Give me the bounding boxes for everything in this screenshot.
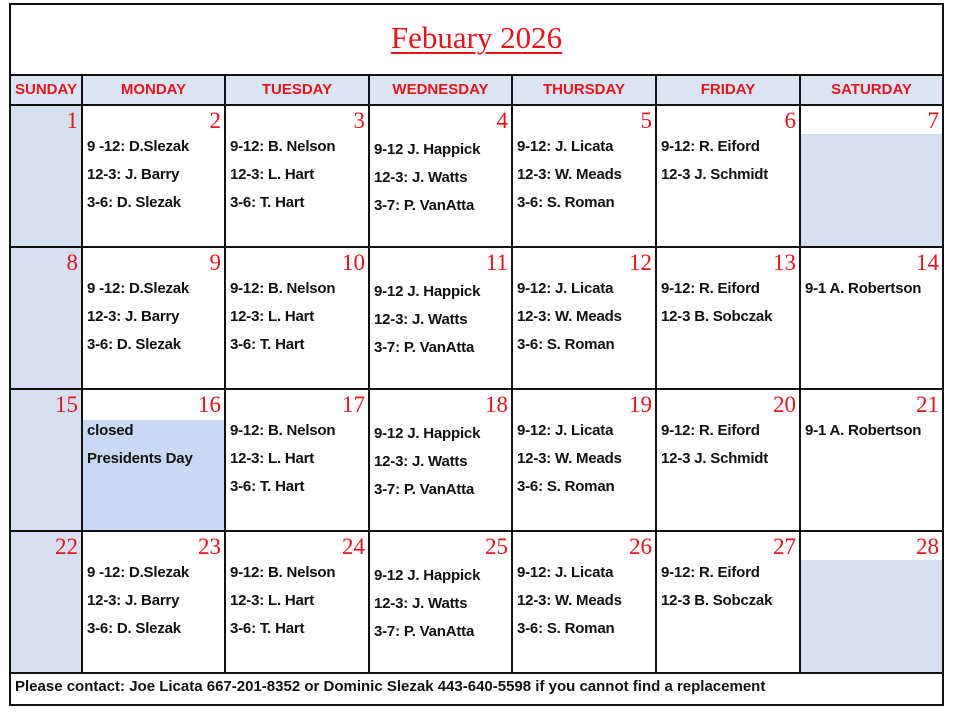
day-number: 8 xyxy=(66,250,78,275)
shift-entry: 3-6: S. Roman xyxy=(517,478,615,495)
shift-list xyxy=(87,139,222,223)
day-cell xyxy=(370,248,513,390)
shift-entry: 9-12: B. Nelson xyxy=(230,280,336,297)
day-cell xyxy=(657,390,801,532)
holiday-note: Presidents Day xyxy=(87,450,193,467)
shift-entry: 12-3: L. Hart xyxy=(230,308,315,325)
shift-entry: 3-6: D. Slezak xyxy=(87,620,181,637)
shift-entry: 9-12: R. Eiford xyxy=(661,280,760,297)
shift-entry: 12-3: J. Barry xyxy=(87,592,180,609)
day-number: 10 xyxy=(342,250,365,275)
day-number: 7 xyxy=(927,108,939,133)
shift-list xyxy=(374,142,509,226)
day-cell xyxy=(513,532,657,674)
day-number: 26 xyxy=(629,534,652,559)
day-number: 3 xyxy=(353,108,365,133)
shift-entry: 9-12 J. Happick xyxy=(374,425,481,442)
day-number: 19 xyxy=(629,392,652,417)
calendar xyxy=(9,3,944,706)
shift-entry: 12-3: J. Barry xyxy=(87,308,180,325)
day-cell xyxy=(370,390,513,532)
cell-shading xyxy=(801,560,942,672)
day-number: 14 xyxy=(916,250,939,275)
shift-entry: 12-3 J. Schmidt xyxy=(661,166,769,183)
shift-entry: 3-6: T. Hart xyxy=(230,478,305,495)
shift-entry: 3-7: P. VanAtta xyxy=(374,339,475,356)
day-cell xyxy=(801,532,942,674)
shift-entry: 9-12: R. Eiford xyxy=(661,138,760,155)
day-number: 4 xyxy=(496,108,508,133)
day-cell xyxy=(657,106,801,248)
shift-entry: 3-6: S. Roman xyxy=(517,336,615,353)
shift-entry: 3-6: D. Slezak xyxy=(87,194,181,211)
shift-entry: 9-12: J. Licata xyxy=(517,280,614,297)
day-cell xyxy=(513,390,657,532)
shift-list xyxy=(87,565,222,649)
day-number: 16 xyxy=(198,392,221,417)
day-cell xyxy=(83,248,226,390)
day-cell xyxy=(657,248,801,390)
shift-list xyxy=(517,281,653,365)
shift-entry: 12-3: W. Meads xyxy=(517,308,622,325)
shift-entry: 12-3: L. Hart xyxy=(230,450,315,467)
shift-list xyxy=(374,426,509,510)
day-cell xyxy=(801,106,942,248)
weekday-header-thursday: THURSDAY xyxy=(513,76,657,106)
day-number: 1 xyxy=(66,108,78,133)
shift-entry: 12-3 B. Sobczak xyxy=(661,592,773,609)
shift-list xyxy=(230,139,366,223)
shift-entry: 12-3: J. Barry xyxy=(87,166,180,183)
shift-entry: 12-3: J. Watts xyxy=(374,595,468,612)
shift-list xyxy=(87,281,222,365)
day-number: 12 xyxy=(629,250,652,275)
day-cell xyxy=(801,248,942,390)
shift-entry: 9-12 J. Happick xyxy=(374,283,481,300)
shift-list xyxy=(805,423,940,451)
day-number: 11 xyxy=(485,250,508,275)
day-number: 28 xyxy=(916,534,939,559)
shift-entry: 3-6: T. Hart xyxy=(230,620,305,637)
shift-entry: 9-12: R. Eiford xyxy=(661,422,760,439)
day-number: 25 xyxy=(485,534,508,559)
day-number: 24 xyxy=(342,534,365,559)
shift-list xyxy=(661,139,797,195)
shift-entry: 12-3: J. Watts xyxy=(374,311,468,328)
day-number: 2 xyxy=(209,108,221,133)
day-cell xyxy=(83,532,226,674)
day-number: 17 xyxy=(342,392,365,417)
shift-entry: 3-6: T. Hart xyxy=(230,194,305,211)
shift-entry: 9 -12: D.Slezak xyxy=(87,280,190,297)
shift-list xyxy=(517,565,653,649)
weekday-header-saturday: SATURDAY xyxy=(801,76,942,106)
day-number: 20 xyxy=(773,392,796,417)
day-cell xyxy=(11,532,83,674)
shift-entry: 9-12: B. Nelson xyxy=(230,138,336,155)
day-cell xyxy=(513,106,657,248)
holiday-note: closed xyxy=(87,422,134,439)
day-cell xyxy=(657,532,801,674)
shift-entry: 9 -12: D.Slezak xyxy=(87,564,190,581)
day-number: 9 xyxy=(209,250,221,275)
shift-entry: 3-6: D. Slezak xyxy=(87,336,181,353)
shift-entry: 12-3: W. Meads xyxy=(517,166,622,183)
shift-entry: 12-3: L. Hart xyxy=(230,166,315,183)
shift-entry: 9 -12: D.Slezak xyxy=(87,138,190,155)
shift-entry: 12-3: J. Watts xyxy=(374,169,468,186)
shift-entry: 3-7: P. VanAtta xyxy=(374,623,475,640)
day-number: 18 xyxy=(485,392,508,417)
day-number: 15 xyxy=(55,392,78,417)
shift-list xyxy=(517,423,653,507)
day-cell xyxy=(370,106,513,248)
day-cell xyxy=(801,390,942,532)
day-cell xyxy=(513,248,657,390)
weekday-header-monday: MONDAY xyxy=(83,76,226,106)
shift-entry: 9-12: B. Nelson xyxy=(230,564,336,581)
shift-entry: 9-12 J. Happick xyxy=(374,567,481,584)
shift-list xyxy=(661,565,797,621)
shift-entry: 12-3: W. Meads xyxy=(517,450,622,467)
shift-entry: 3-6: S. Roman xyxy=(517,620,615,637)
shift-list xyxy=(230,281,366,365)
day-cell xyxy=(226,390,370,532)
day-cell xyxy=(83,390,226,532)
weekday-header-friday: FRIDAY xyxy=(657,76,801,106)
shift-entry: 9-12: J. Licata xyxy=(517,422,614,439)
shift-entry: 9-1 A. Robertson xyxy=(805,280,922,297)
shift-list xyxy=(230,565,366,649)
shift-list xyxy=(374,284,509,368)
day-number: 22 xyxy=(55,534,78,559)
shift-entry: 12-3 B. Sobczak xyxy=(661,308,773,325)
weekday-header-wednesday: WEDNESDAY xyxy=(370,76,513,106)
shift-entry: 12-3: W. Meads xyxy=(517,592,622,609)
shift-entry: 3-7: P. VanAtta xyxy=(374,197,475,214)
shift-entry: 3-6: S. Roman xyxy=(517,194,615,211)
day-cell xyxy=(226,106,370,248)
shift-entry: 12-3: L. Hart xyxy=(230,592,315,609)
shift-entry: 9-12: J. Licata xyxy=(517,138,614,155)
shift-list xyxy=(87,423,222,479)
shift-entry: 3-6: T. Hart xyxy=(230,336,305,353)
shift-list xyxy=(517,139,653,223)
shift-list xyxy=(661,281,797,337)
day-cell xyxy=(226,532,370,674)
cell-shading xyxy=(801,134,942,246)
day-number: 6 xyxy=(784,108,796,133)
shift-entry: 9-12: B. Nelson xyxy=(230,422,336,439)
weekday-header-tuesday: TUESDAY xyxy=(226,76,370,106)
shift-list xyxy=(374,568,509,652)
shift-list xyxy=(230,423,366,507)
shift-list xyxy=(661,423,797,479)
shift-entry: 3-7: P. VanAtta xyxy=(374,481,475,498)
weekday-header-sunday: SUNDAY xyxy=(11,76,83,106)
day-number: 27 xyxy=(773,534,796,559)
contact-footer: Please contact: Joe Licata 667-201-8352 or Dominic Slezak 443-640-5598 if you cannot find a replacement xyxy=(15,678,766,695)
shift-entry: 9-12: J. Licata xyxy=(517,564,614,581)
day-number: 5 xyxy=(640,108,652,133)
day-cell xyxy=(11,248,83,390)
shift-entry: 12-3: J. Watts xyxy=(374,453,468,470)
day-number: 13 xyxy=(773,250,796,275)
title-bar xyxy=(11,5,942,76)
shift-entry: 9-12 J. Happick xyxy=(374,141,481,158)
shift-entry: 12-3 J. Schmidt xyxy=(661,450,769,467)
day-number: 21 xyxy=(916,392,939,417)
day-cell xyxy=(11,106,83,248)
day-number: 23 xyxy=(198,534,221,559)
shift-list xyxy=(805,281,940,309)
day-cell xyxy=(226,248,370,390)
calendar-title: Febuary 2026 xyxy=(390,20,563,55)
day-cell xyxy=(370,532,513,674)
day-cell xyxy=(83,106,226,248)
shift-entry: 9-12: R. Eiford xyxy=(661,564,760,581)
shift-entry: 9-1 A. Robertson xyxy=(805,422,922,439)
day-cell xyxy=(11,390,83,532)
